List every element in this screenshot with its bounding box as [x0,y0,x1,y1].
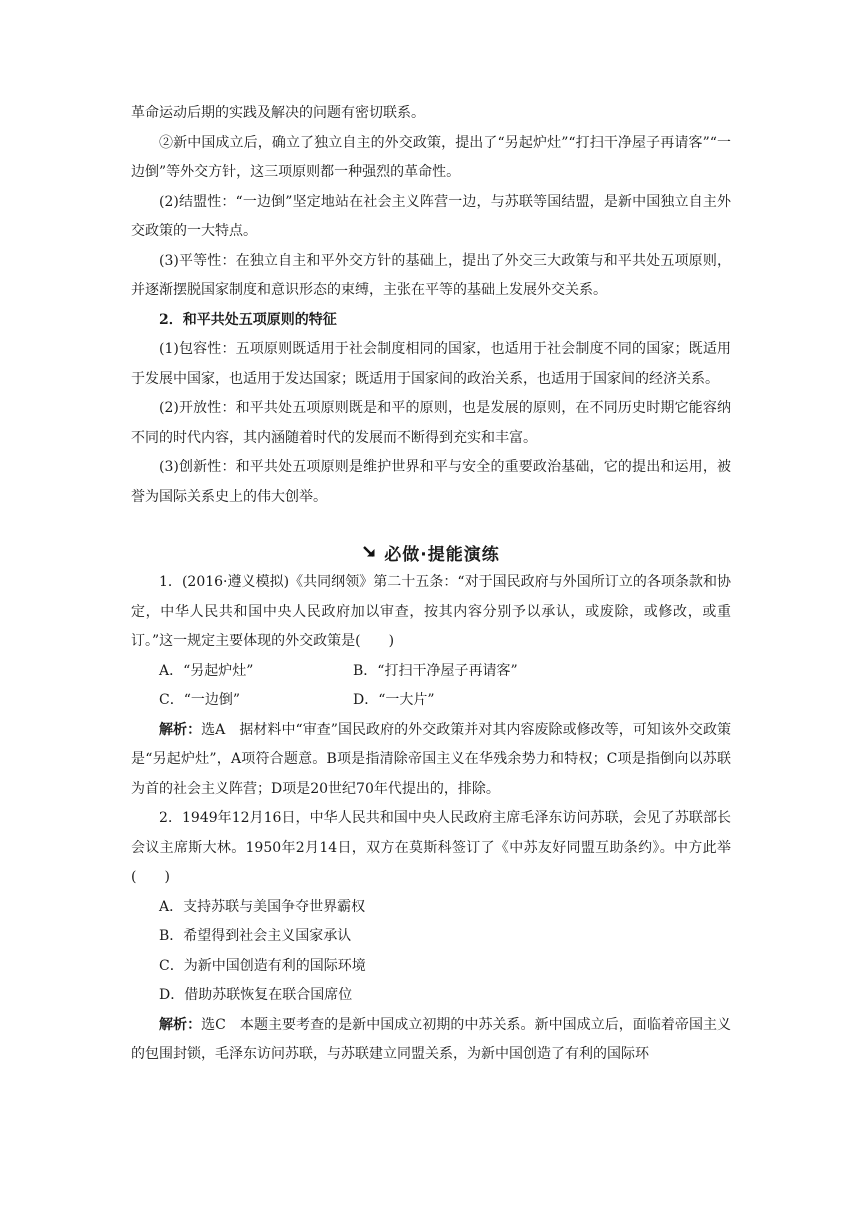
paragraph-3: (2)结盟性：“一边倒”坚定地站在社会主义阵营一边，与苏联等国结盟，是新中国独立自主外交政策的一大特点。 [131,193,731,239]
question-2-option-d: D．借助苏联恢复在联合国席位 [159,987,353,1003]
question-1-option-d: D．“一大片” [353,692,435,708]
question-2-stem: 2．1949年12月16日，中华人民共和国中央人民政府主席毛泽东访问苏联，会见了苏联部长会议主席斯大林。1950年2月14日，双方在莫斯科签订了《中苏友好同盟互助条约》。中方此举( ) [131,810,731,885]
paragraph-2: ②新中国成立后，确立了独立自主的外交政策，提出了“另起炉灶”“打扫干净屋子再请客”“一边倒”等外交方针，这三项原则都一种强烈的革命性。 [131,134,731,180]
paragraph-1: 革命运动后期的实践及解决的问题有密切联系。 [131,105,425,121]
question-1-option-a: A．“另起炉灶” [159,662,254,679]
section-heading-text: 必做·提能演练 [384,544,500,565]
document-content [131,99,731,1070]
question-1-option-c: C．“一边倒” [159,692,241,708]
question-1-options-row-1 [131,657,731,687]
paragraph-7: (2)开放性：和平共处五项原则既是和平的原则，也是发展的原则，在不同历史时期它能容纳不同的时代内容，其内涵随着时代的发展而不断得到充实和丰富。 [131,400,731,446]
arrow-down-right-icon [362,544,378,560]
subheading-features: 2．和平共处五项原则的特征 [159,311,337,328]
paragraph-6: (1)包容性：五项原则既适用于社会制度相同的国家，也适用于社会制度不同的国家；既适用于发展中国家，也适用于发达国家；既适用于国家间的政治关系，也适用于国家间的经济关系。 [131,341,731,387]
paragraph-8: (3)创新性：和平共处五项原则是维护世界和平与安全的重要政治基础，它的提出和运用，被誉为国际关系史上的伟大创举。 [131,459,731,505]
question-2-option-c: C．为新中国创造有利的国际环境 [159,957,366,974]
paragraph-4: (3)平等性：在独立自主和平外交方针的基础上，提出了外交三大政策与和平共处五项原则，并逐渐摆脱国家制度和意识形态的束缚，主张在平等的基础上发展外交关系。 [131,252,731,298]
question-2-analysis-label: 解析： [159,1016,202,1033]
question-1-analysis-text: 选A 据材料中“审查”国民政府的外交政策并对其内容废除或修改等，可知该外交政策是“另起炉灶”，A项符合题意。B项是指清除帝国主义在华残余势力和特权；C项是指倒向以苏联为首的社会主义阵营；D项是20世纪70年代提出的，排除。 [131,721,731,797]
question-2-option-b: B．希望得到社会主义国家承认 [159,928,352,944]
question-1-analysis-label: 解析： [159,721,202,738]
question-1-analysis [131,716,731,805]
question-1-stem: 1．(2016·遵义模拟)《共同纲领》第二十五条：“对于国民政府与外国所订立的各项条款和协定，中华人民共和国中央人民政府加以审查，按其内容分别予以承认，或废除，或修改，或重订。”这一规定主要体现的外交政策是( ) [131,574,731,649]
question-2-option-a: A．支持苏联与美国争夺世界霸权 [159,898,366,915]
question-1-option-b: B．“打扫干净屋子再请客” [353,662,518,679]
question-2-analysis-text: 选C 本题主要考查的是新中国成立初期的中苏关系。新中国成立后，面临着帝国主义的包围封锁，毛泽东访问苏联，与苏联建立同盟关系，为新中国创造了有利的国际环 [131,1016,732,1062]
section-heading [131,540,731,564]
question-1-options-row-2 [131,686,731,716]
question-2-analysis [131,1011,731,1070]
